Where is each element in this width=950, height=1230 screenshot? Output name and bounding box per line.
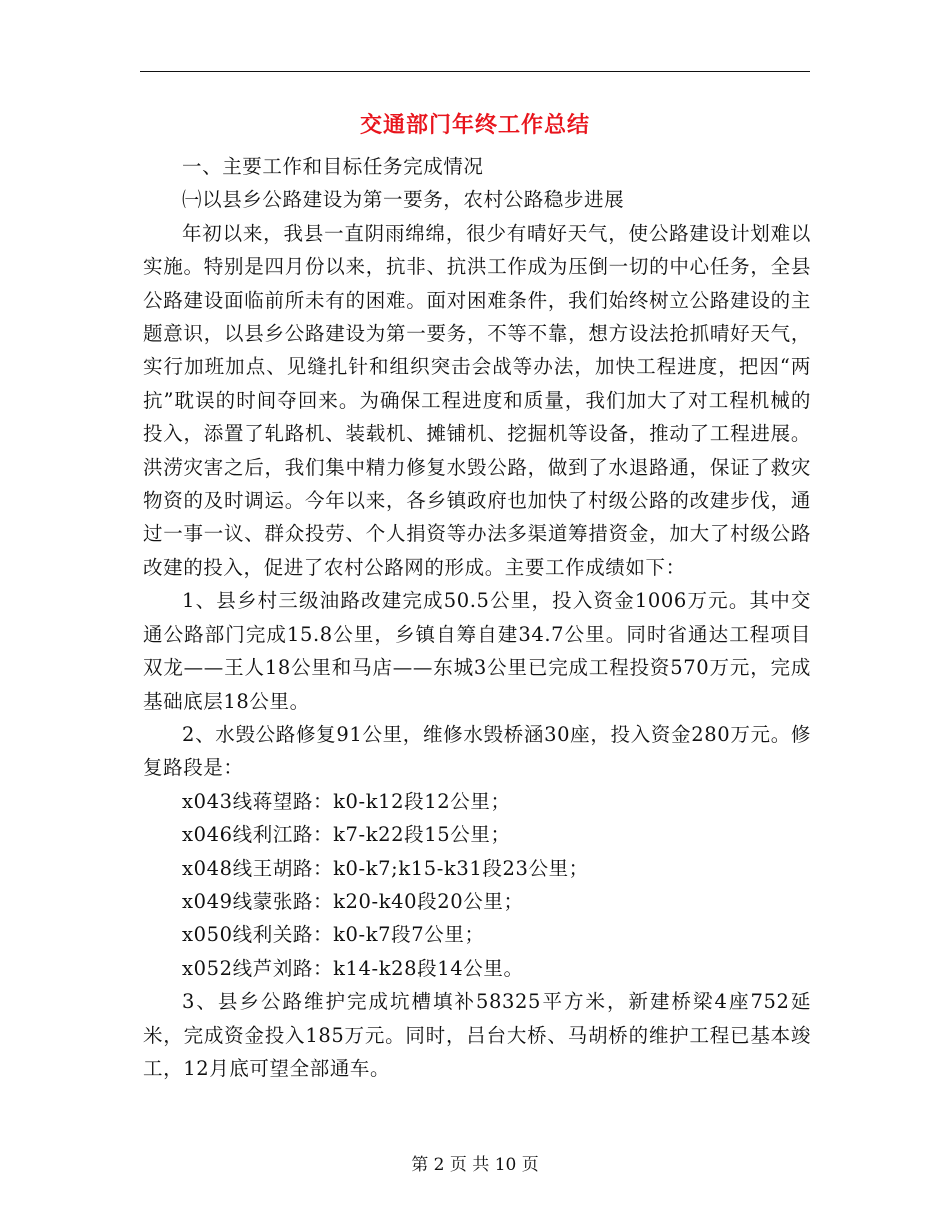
- body-paragraph: 1、县乡村三级油路改建完成50.5公里，投入资金1006万元。其中交通公路部门完成15.8公里，乡镇自筹自建34.7公里。同时省通达工程项目双龙——王人18公里和马店——东城3公里已完成工程投资570万元，完成基础底层18公里。: [143, 589, 811, 713]
- body-paragraph: 3、县乡公路维护完成坑槽填补58325平方米，新建桥梁4座752延米，完成资金投入185万元。同时，吕台大桥、马胡桥的维护工程已基本竣工，12月底可望全部通车。: [143, 990, 811, 1080]
- road-list-item: x048线王胡路：k0-k7;k15-k31段23公里；: [182, 856, 589, 880]
- document-body: [143, 150, 811, 1085]
- road-list-item: x049线蒙张路：k20-k40段20公里；: [182, 889, 524, 913]
- subsection-heading: ㈠以县乡公路建设为第一要务，农村公路稳步进展: [182, 188, 625, 212]
- header-rule: [140, 71, 810, 72]
- document-title: 交通部门年终工作总结: [359, 112, 590, 138]
- body-paragraph: 2、水毁公路修复91公里，维修水毁桥涵30座，投入资金280万元。修复路段是：: [143, 722, 811, 780]
- body-paragraph: 年初以来，我县一直阴雨绵绵，很少有晴好天气，使公路建设计划难以实施。特别是四月份以来，抗非、抗洪工作成为压倒一切的中心任务，全县公路建设面临前所未有的困难。面对困难条件，我们始终树立公路建设的主题意识，以县乡公路建设为第一要务，不等不靠，想方设法抢抓晴好天气，实行加班加点、见缝扎针和组织突击会战等办法，加快工程进度，把因“两抗”耽误的时间夺回来。为确保工程进度和质量，我们加大了对工程机械的投入，添置了轧路机、装载机、摊铺机、挖掘机等设备，推动了工程进展。洪涝灾害之后，我们集中精力修复水毁公路，做到了水退路通，保证了救灾物资的及时调运。今年以来，各乡镇政府也加快了村级公路的改建步伐，通过一事一议、群众投劳、个人捐资等办法多渠道筹措资金，加大了村级公路改建的投入，促进了农村公路网的形成。主要工作成绩如下：: [143, 221, 811, 579]
- road-list-item: x050线利关路：k0-k7段7公里；: [182, 923, 485, 947]
- page-number: 第 2 页 共 10 页: [411, 1155, 539, 1175]
- road-list-item: x043线蒋望路：k0-k12段12公里；: [182, 789, 511, 813]
- road-list-item: x052线芦刘路：k14-k28段14公里。: [182, 956, 524, 980]
- road-list-item: x046线利江路：k7-k22段15公里；: [182, 823, 511, 847]
- section-heading: 一、主要工作和目标任务完成情况: [182, 155, 484, 178]
